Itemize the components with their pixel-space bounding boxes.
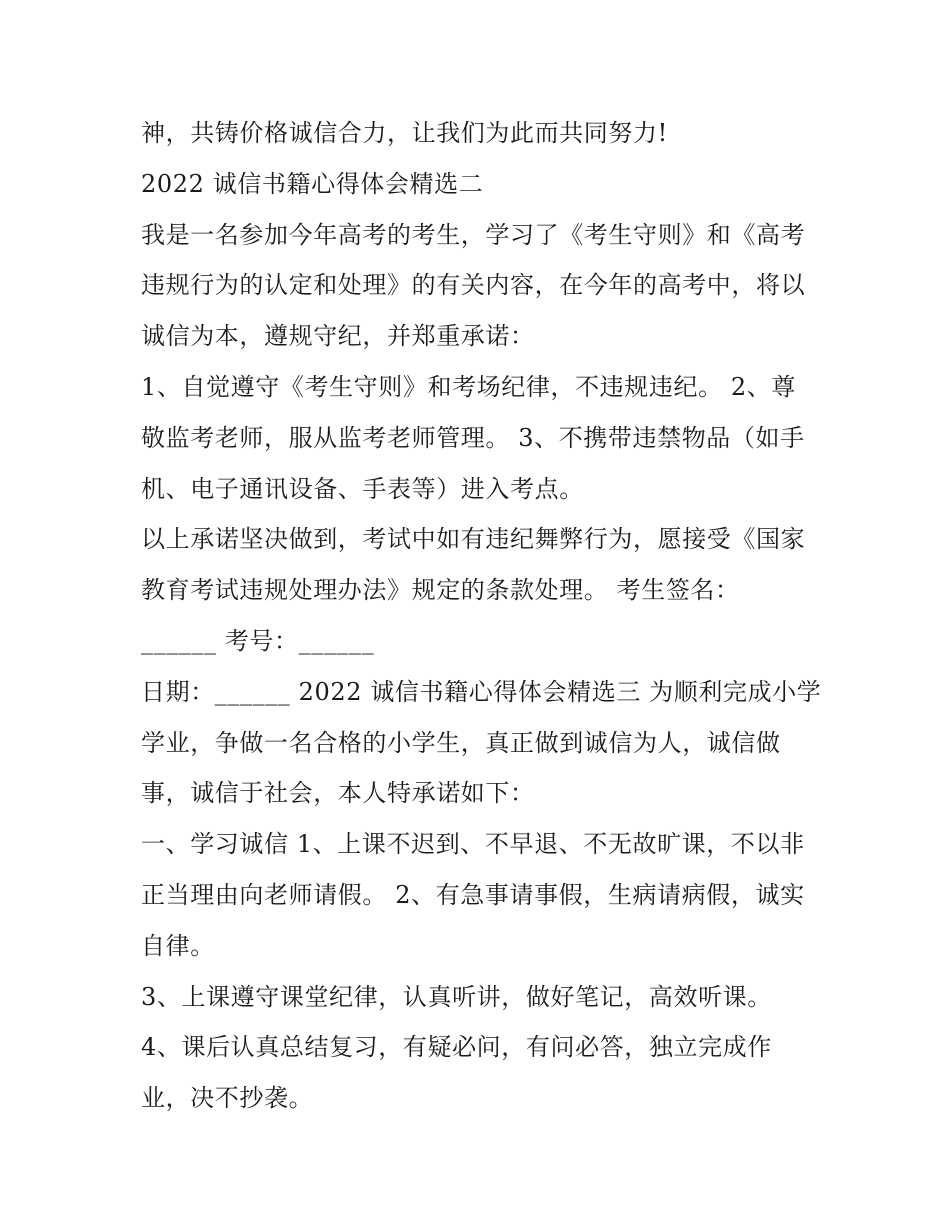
text-line: 业，决不抄袭。 bbox=[141, 1084, 314, 1113]
text-line: 违规行为的认定和处理》的有关内容，在今年的高考中，将以 bbox=[141, 271, 806, 300]
text-line: 正当理由向老师请假。 2、有急事请事假，生病请病假，诚实 bbox=[141, 880, 805, 909]
document-body bbox=[141, 108, 841, 1124]
text-line: 敬监考老师，服从监考老师管理。 3、不携带违禁物品（如手 bbox=[141, 423, 805, 452]
section-heading: 2022 诚信书籍心得体会精选二 bbox=[141, 169, 484, 198]
text-line: 3、上课遵守课堂纪律，认真听讲，做好笔记，高效听课。 bbox=[141, 982, 772, 1011]
text-line: 神，共铸价格诚信合力，让我们为此而共同努力! bbox=[141, 119, 668, 147]
text-line: 4、课后认真总结复习，有疑必问，有问必答，独立完成作 bbox=[141, 1033, 772, 1062]
text-line: 我是一名参加今年高考的考生，学习了《考生守则》和《高考 bbox=[141, 220, 806, 249]
text-line: 教育考试违规处理办法》规定的条款处理。 考生签名： bbox=[141, 576, 740, 605]
text-line: 日期：______ 2022 诚信书籍心得体会精选三 为顺利完成小学 bbox=[141, 677, 822, 706]
signature-line: ______ 考号：______ bbox=[141, 626, 375, 655]
text-line: 1、自觉遵守《考生守则》和考场纪律，不违规违纪。 2、尊 bbox=[141, 372, 796, 401]
text-line: 学业，争做一名合格的小学生，真正做到诚信为人，诚信做 bbox=[141, 728, 781, 757]
text-line: 机、电子通讯设备、手表等）进入考点。 bbox=[141, 474, 584, 503]
text-line: 一、学习诚信 1、上课不迟到、不早退、不无故旷课，不以非 bbox=[141, 830, 805, 859]
text-line: 以上承诺坚决做到，考试中如有违纪舞弊行为，愿接受《国家 bbox=[141, 525, 806, 554]
text-line: 事，诚信于社会，本人特承诺如下： bbox=[141, 779, 535, 808]
text-line: 诚信为本，遵规守纪，并郑重承诺： bbox=[141, 322, 535, 351]
text-line: 自律。 bbox=[141, 931, 215, 960]
